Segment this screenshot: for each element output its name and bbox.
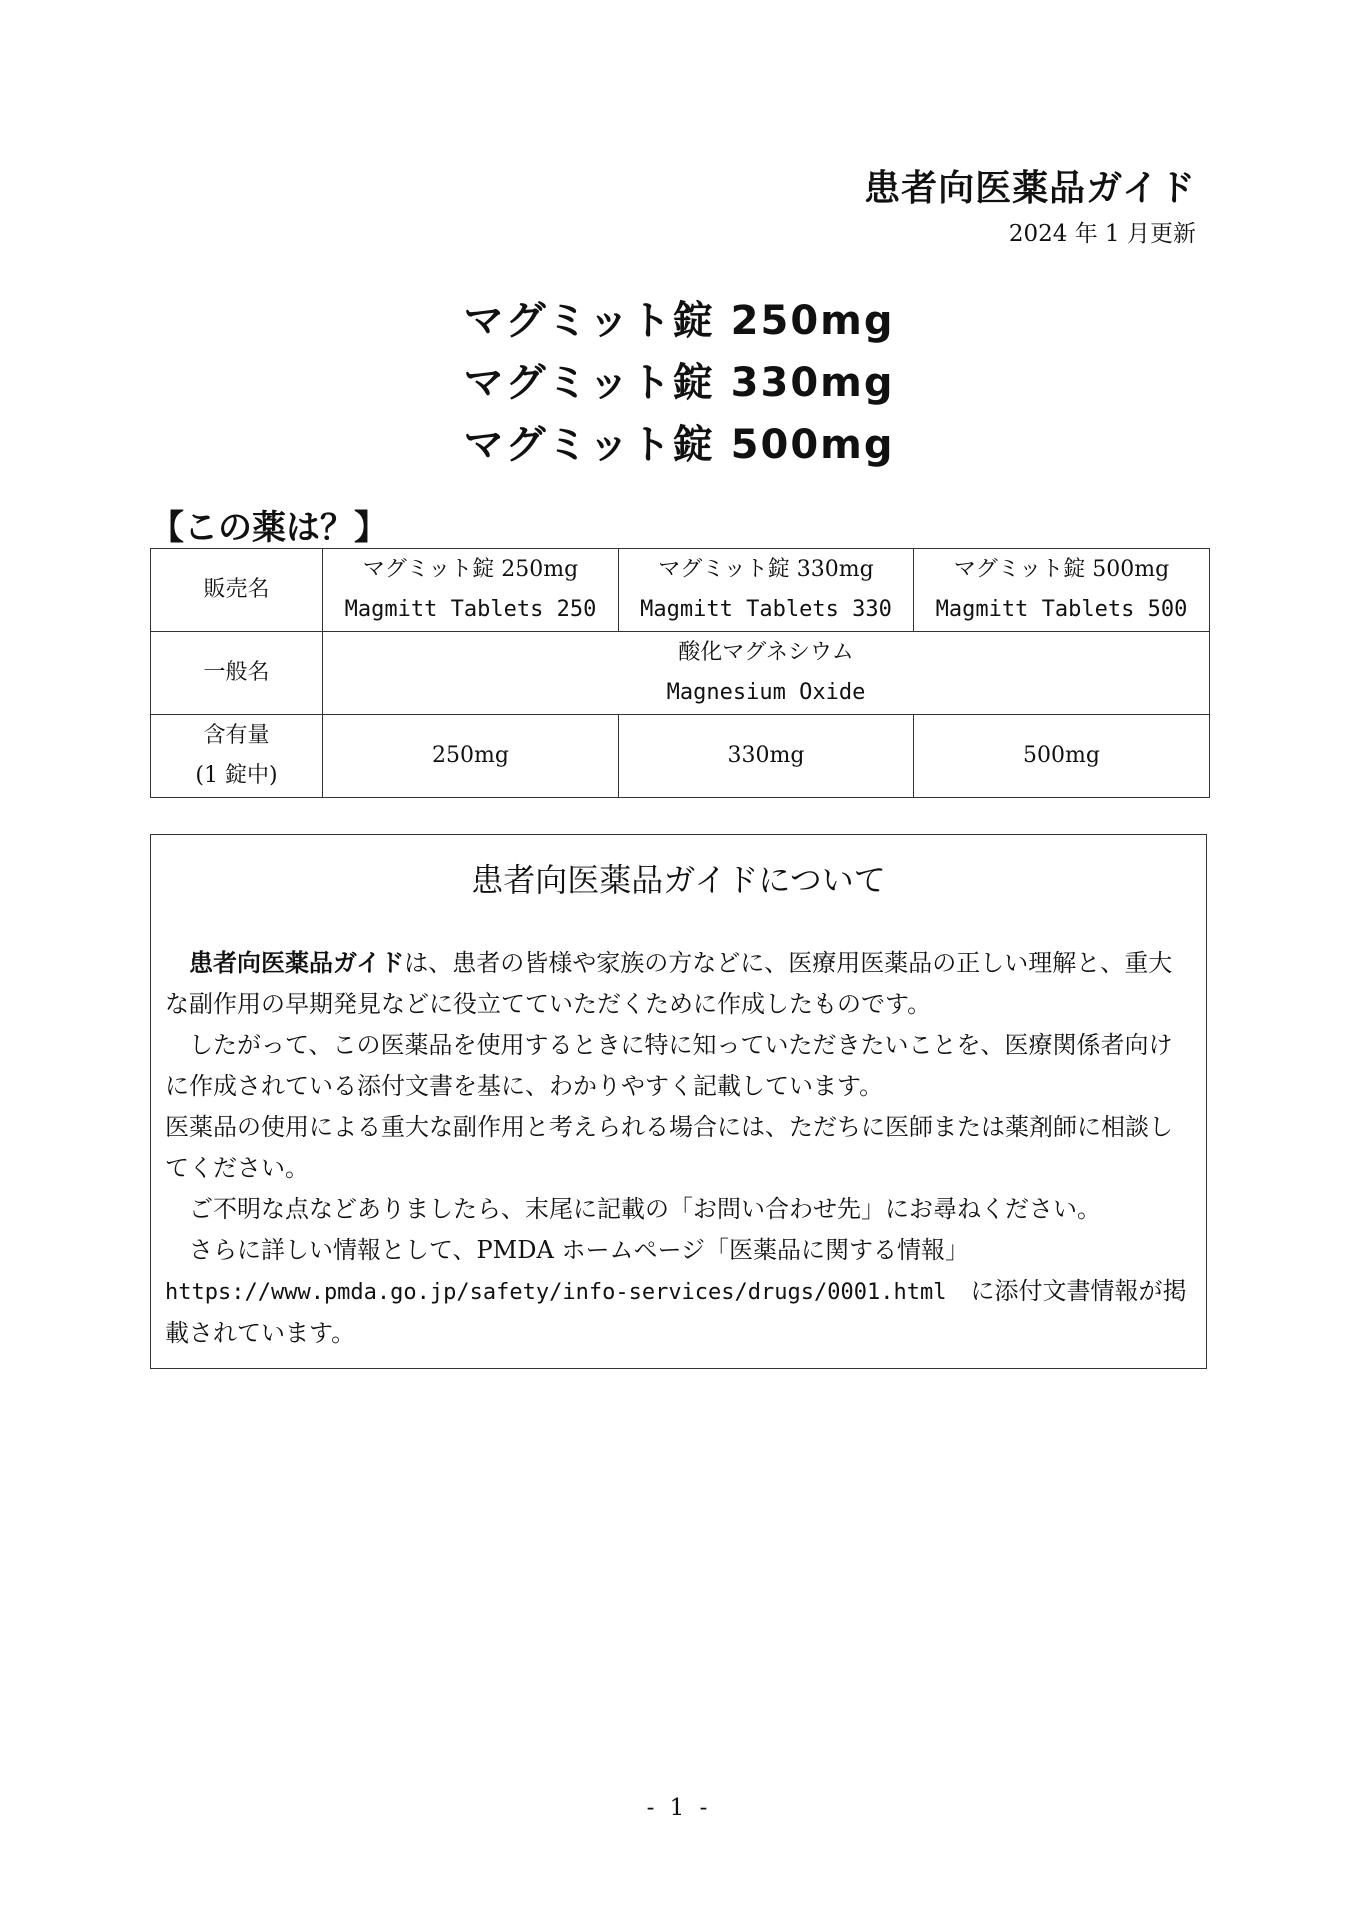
content-value-250: 250mg	[323, 715, 619, 798]
update-date: 2024 年 1 月更新	[1008, 221, 1196, 247]
about-guide-title: 患者向医薬品ガイドについて	[471, 861, 886, 899]
product-title-500: マグミット錠 500mg	[463, 422, 895, 468]
about-paragraph-2: したがって、この医薬品を使用するときに特に知っていただきたいことを、医療関係者向けに作成されている添付文書を基に、わかりやすく記載しています。	[165, 1031, 1173, 1100]
generic-name-en: Magnesium Oxide	[666, 680, 866, 705]
product-title-block	[0, 290, 1358, 476]
pmda-url-link[interactable]: https://www.pmda.go.jp/safety/info-services/drugs/0001.html	[165, 1280, 947, 1305]
content-label-line1: 含有量	[203, 723, 270, 748]
about-guide-body	[165, 943, 1195, 1354]
content-label-line2: (1 錠中)	[195, 763, 278, 788]
drug-info-table	[150, 548, 1210, 798]
brand-name-jp: マグミット錠 500mg	[953, 557, 1170, 582]
content-label	[151, 715, 323, 798]
page-number: - 1 -	[646, 1795, 712, 1821]
about-paragraph-3: 医薬品の使用による重大な副作用と考えられる場合には、ただちに医師または薬剤師に相談してください。	[165, 1113, 1173, 1182]
about-paragraph-5-end: に添付文書情報が掲載されています。	[165, 1277, 1187, 1347]
table-row-content	[151, 715, 1210, 798]
table-row-brand-name	[151, 549, 1210, 632]
table-row-generic-name	[151, 632, 1210, 715]
content-value-500: 500mg	[914, 715, 1210, 798]
generic-name-cell	[323, 632, 1210, 715]
brand-name-en: Magmitt Tablets 500	[935, 597, 1188, 622]
guide-name-emphasis: 患者向医薬品ガイド	[189, 949, 405, 977]
brand-name-cell-330	[619, 549, 914, 632]
product-title-330: マグミット錠 330mg	[463, 360, 895, 406]
generic-name-label: 一般名	[151, 632, 323, 715]
content-value-330: 330mg	[619, 715, 914, 798]
generic-name-jp: 酸化マグネシウム	[678, 640, 854, 665]
brand-name-en: Magmitt Tablets 250	[344, 597, 597, 622]
document-type-label: 患者向医薬品ガイド	[864, 168, 1196, 209]
section-heading-about-drug: 【この薬は？】	[150, 508, 388, 548]
brand-name-cell-250	[323, 549, 619, 632]
product-title-250: マグミット錠 250mg	[463, 298, 895, 344]
brand-name-label: 販売名	[151, 549, 323, 632]
brand-name-jp: マグミット錠 330mg	[658, 557, 874, 582]
brand-name-cell-500	[914, 549, 1210, 632]
brand-name-en: Magmitt Tablets 330	[640, 597, 892, 622]
about-paragraph-4: ご不明な点などありましたら、末尾に記載の「お問い合わせ先」にお尋ねください。	[189, 1195, 1101, 1223]
about-paragraph-5-start: さらに詳しい情報として、PMDA ホームページ「医薬品に関する情報」	[189, 1236, 969, 1264]
about-guide-box	[150, 834, 1207, 1369]
about-paragraph-5	[165, 1230, 1195, 1354]
about-paragraph-1-text: は、患者の皆様や家族の方などに、医療用医薬品の正しい理解と、重大な副作用の早期発見などに役立てていただくために作成したものです。	[165, 949, 1173, 1018]
about-paragraph-1	[165, 943, 1195, 1025]
brand-name-jp: マグミット錠 250mg	[362, 557, 579, 582]
